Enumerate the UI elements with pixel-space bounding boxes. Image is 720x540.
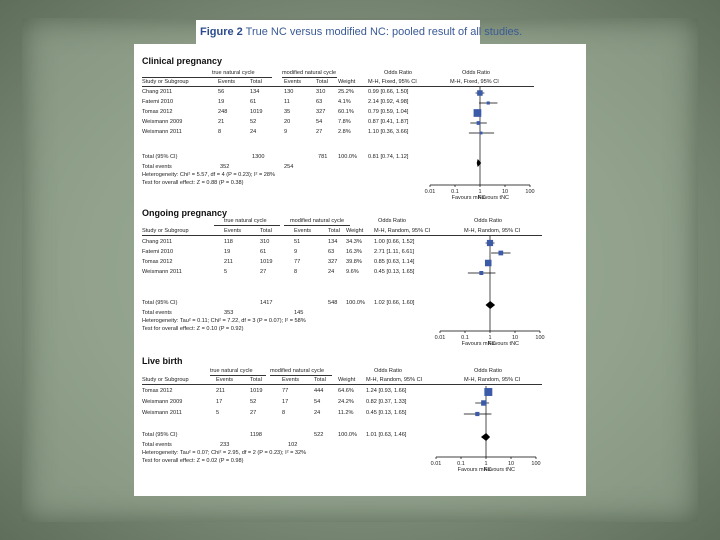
overall-effect: Test for overall effect: Z = 0.88 (P = 0.38) [142, 180, 244, 186]
table-cell-e2: 9 [294, 249, 298, 255]
x-tick-label: 0.1 [451, 189, 459, 195]
table-cell-t2: 63 [328, 249, 335, 255]
total-label: Total (95% CI) [142, 154, 178, 160]
events-label: Total events [142, 442, 172, 448]
table-cell-weight: 4.1% [338, 99, 351, 105]
table-cell-ci: 1.24 [0.93, 1.66] [366, 388, 407, 394]
table-cell-ci: 0.99 [0.66, 1.50] [368, 89, 409, 95]
table-cell-study: Weismann 2011 [142, 269, 182, 275]
table-cell-weight: 34.3% [346, 239, 362, 245]
study-marker [487, 240, 493, 246]
table-cell-t1: 27 [260, 269, 267, 275]
favours-right-label: Favours tNC [478, 195, 510, 201]
overall-effect: Test for overall effect: Z = 0.10 (P = 0.92) [142, 326, 244, 332]
or-plot-header: Odds Ratio [462, 70, 490, 76]
table-cell-study: Weismann 2009 [142, 119, 183, 125]
study-marker [477, 90, 483, 96]
table-cell-t2: 327 [328, 259, 338, 265]
x-tick-label: 1 [484, 461, 488, 467]
table-cell-e1: 56 [218, 89, 225, 95]
table-cell-t1: 61 [250, 99, 257, 105]
table-cell-t2: 327 [316, 109, 326, 115]
table-cell-t2: 54 [314, 399, 321, 405]
or-header: Odds Ratio [384, 70, 412, 76]
table-cell-e2: 8 [282, 410, 286, 416]
x-tick-label: 10 [501, 189, 509, 195]
col-method-plot: M-H, Fixed, 95% CI [450, 79, 499, 85]
total-weight: 100.0% [338, 154, 357, 160]
forest-plot-figure [134, 44, 586, 496]
col-events-2: Events [294, 228, 312, 234]
x-tick-label: 100 [531, 461, 541, 467]
total-t1: 1417 [260, 300, 273, 306]
col-method: M-H, Random, 95% CI [374, 228, 431, 234]
x-tick-label: 0.1 [461, 335, 469, 341]
events-e1: 353 [224, 310, 234, 316]
pooled-diamond [477, 159, 481, 167]
favours-left-label: Favours mNC [451, 195, 486, 201]
table-cell-study: Weismann 2011 [142, 129, 182, 135]
table-cell-weight: 39.8% [346, 259, 362, 265]
events-e1: 352 [220, 164, 230, 170]
study-marker [477, 121, 481, 125]
col-method-plot: M-H, Random, 95% CI [464, 228, 521, 234]
table-cell-ci: 1.10 [0.36, 3.66] [368, 129, 409, 135]
x-tick-label: 10 [507, 461, 515, 467]
heterogeneity: Heterogeneity: Tau² = 0.11; Chi² = 7.22, df = 3 (P = 0.07); I² = 58% [142, 318, 306, 324]
study-marker [480, 132, 483, 135]
table-cell-e1: 5 [224, 269, 228, 275]
total-t1: 1198 [250, 432, 263, 438]
table-cell-t1: 1019 [250, 388, 263, 394]
col-study: Study or Subgroup [142, 79, 189, 85]
col-method-plot: M-H, Random, 95% CI [464, 377, 521, 383]
table-cell-e2: 17 [282, 399, 289, 405]
heterogeneity: Heterogeneity: Chi² = 5.57, df = 4 (P = 0.23); I² = 28% [142, 172, 275, 178]
table-cell-t2: 310 [316, 89, 326, 95]
table-cell-e1: 211 [224, 259, 233, 265]
table-cell-study: Chang 2011 [142, 239, 173, 245]
col-events-2: Events [282, 377, 300, 383]
total-ci: 1.01 [0.63, 1.46] [366, 432, 407, 438]
table-cell-ci: 0.45 [0.13, 1.65] [366, 410, 407, 416]
col-total-1: Total [250, 377, 262, 383]
table-cell-ci: 2.14 [0.92, 4.98] [368, 99, 409, 105]
table-cell-e1: 248 [218, 109, 228, 115]
table-cell-study: Tomas 2012 [142, 109, 173, 115]
or-plot-header: Odds Ratio [474, 218, 502, 224]
col-study: Study or Subgroup [142, 228, 189, 234]
col-total-1: Total [250, 79, 262, 85]
figure-label: Figure 2 [200, 26, 243, 38]
table-cell-e2: 35 [284, 109, 291, 115]
study-marker [479, 271, 483, 275]
table-cell-t1: 1019 [250, 109, 263, 115]
study-marker [485, 260, 492, 267]
table-cell-e2: 51 [294, 239, 301, 245]
table-cell-e2: 130 [284, 89, 294, 95]
table-cell-study: Fatemi 2010 [142, 249, 174, 255]
col-method: M-H, Fixed, 95% CI [368, 79, 417, 85]
heterogeneity: Heterogeneity: Tau² = 0.07; Chi² = 2.95, df = 2 (P = 0.23); I² = 32% [142, 450, 307, 456]
table-cell-ci: 0.79 [0.59, 1.04] [368, 109, 409, 115]
favours-right-label: Favours tNC [484, 467, 516, 473]
group-left-header: true natural cycle [224, 218, 267, 224]
table-cell-weight: 7.8% [338, 119, 351, 125]
table-cell-ci: 0.85 [0.63, 1.14] [374, 259, 415, 265]
total-t1: 1300 [252, 154, 265, 160]
or-header: Odds Ratio [378, 218, 406, 224]
x-tick-label: 0.1 [457, 461, 465, 467]
or-plot-header: Odds Ratio [474, 368, 502, 374]
table-cell-study: Tomas 2012 [142, 388, 173, 394]
forest-plot-clinical [424, 87, 536, 201]
table-cell-e1: 19 [218, 99, 225, 105]
forest-plot-ongoing [434, 236, 546, 346]
total-label: Total (95% CI) [142, 300, 178, 306]
table-cell-e1: 21 [218, 119, 225, 125]
total-ci: 1.02 [0.66, 1.60] [374, 300, 415, 306]
table-cell-e1: 118 [224, 239, 233, 245]
table-cell-weight: 25.2% [338, 89, 354, 95]
x-tick-label: 10 [511, 335, 519, 341]
table-cell-e2: 20 [284, 119, 291, 125]
events-label: Total events [142, 310, 172, 316]
table-cell-e2: 77 [282, 388, 289, 394]
x-tick-label: 0.01 [434, 335, 446, 341]
col-events-1: Events [218, 79, 236, 85]
col-weight: Weight [338, 79, 356, 85]
section-clinical-pregnancy [134, 44, 586, 202]
col-method: M-H, Random, 95% CI [366, 377, 423, 383]
table-cell-t2: 134 [328, 239, 338, 245]
study-marker [487, 101, 490, 104]
table-cell-weight: 9.6% [346, 269, 359, 275]
section-ongoing-pregnancy [134, 202, 586, 350]
x-tick-label: 100 [525, 189, 535, 195]
table-cell-e1: 17 [216, 399, 223, 405]
total-t2: 781 [318, 154, 328, 160]
group-right-header: modified natural cycle [282, 70, 337, 76]
events-e2: 102 [288, 442, 298, 448]
col-total-1: Total [260, 228, 272, 234]
study-marker [474, 109, 482, 117]
col-events-2: Events [284, 79, 302, 85]
x-tick-label: 1 [488, 335, 492, 341]
table-cell-t1: 52 [250, 399, 257, 405]
table-cell-study: Weismann 2011 [142, 410, 182, 416]
table-cell-weight: 24.2% [338, 399, 354, 405]
events-label: Total events [142, 164, 172, 170]
x-tick-label: 1 [478, 189, 482, 195]
total-ci: 0.81 [0.74, 1.12] [368, 154, 409, 160]
figure-caption-text: True NC versus modified NC: pooled result of all studies. [245, 26, 523, 38]
pooled-diamond [481, 433, 490, 441]
section-title: Clinical pregnancy [142, 56, 223, 66]
table-cell-weight: 64.6% [338, 388, 354, 394]
table-cell-study: Chang 2011 [142, 89, 173, 95]
table-cell-ci: 0.82 [0.37, 1.33] [366, 399, 407, 405]
table-cell-study: Weismann 2009 [142, 399, 183, 405]
events-e2: 254 [284, 164, 294, 170]
study-marker [481, 400, 486, 405]
table-cell-t1: 52 [250, 119, 257, 125]
favours-right-label: Favours tNC [488, 341, 520, 347]
col-study: Study or Subgroup [142, 377, 189, 383]
table-cell-e2: 77 [294, 259, 301, 265]
table-cell-e2: 11 [284, 99, 290, 105]
table-cell-t1: 24 [250, 129, 257, 135]
col-weight: Weight [346, 228, 364, 234]
favours-left-label: Favours mNC [457, 467, 492, 473]
pooled-diamond [485, 301, 495, 309]
table-cell-t1: 134 [250, 89, 260, 95]
group-right-header: modified natural cycle [290, 218, 345, 224]
x-tick-label: 0.01 [424, 189, 436, 195]
table-cell-ci: 2.71 [1.11, 6.61] [374, 249, 415, 255]
group-left-header: true natural cycle [210, 368, 253, 374]
events-e2: 145 [294, 310, 304, 316]
section-live-birth [134, 350, 586, 496]
total-weight: 100.0% [338, 432, 357, 438]
table-cell-ci: 1.00 [0.66, 1.52] [374, 239, 415, 245]
col-total-2: Total [328, 228, 340, 234]
overall-effect: Test for overall effect: Z = 0.02 (P = 0.98) [142, 458, 244, 464]
section-title: Ongoing pregnancy [142, 208, 228, 218]
table-cell-e1: 5 [216, 410, 220, 416]
table-cell-t1: 61 [260, 249, 267, 255]
study-marker [475, 412, 479, 416]
table-cell-t1: 310 [260, 239, 270, 245]
study-marker [498, 251, 503, 256]
table-cell-t2: 54 [316, 119, 323, 125]
study-marker [484, 388, 492, 396]
table-cell-t1: 27 [250, 410, 257, 416]
table-cell-weight: 60.1% [338, 109, 354, 115]
x-tick-label: 0.01 [430, 461, 442, 467]
favours-left-label: Favours mNC [461, 341, 496, 347]
table-cell-e2: 8 [294, 269, 298, 275]
table-cell-study: Tomas 2012 [142, 259, 173, 265]
events-e1: 233 [220, 442, 230, 448]
table-cell-ci: 0.45 [0.13, 1.65] [374, 269, 415, 275]
table-cell-t2: 444 [314, 388, 324, 394]
col-events-1: Events [224, 228, 242, 234]
col-events-1: Events [216, 377, 234, 383]
group-left-header: true natural cycle [212, 70, 255, 76]
table-cell-t2: 27 [316, 129, 323, 135]
table-cell-e1: 8 [218, 129, 222, 135]
table-cell-e1: 211 [216, 388, 225, 394]
group-right-header: modified natural cycle [270, 368, 325, 374]
table-cell-weight: 16.3% [346, 249, 362, 255]
col-total-2: Total [314, 377, 326, 383]
total-t2: 522 [314, 432, 324, 438]
total-t2: 548 [328, 300, 338, 306]
table-cell-study: Fatemi 2010 [142, 99, 174, 105]
table-cell-e1: 19 [224, 249, 231, 255]
total-weight: 100.0% [346, 300, 365, 306]
col-weight: Weight [338, 377, 356, 383]
table-cell-e2: 9 [284, 129, 288, 135]
col-total-2: Total [316, 79, 328, 85]
table-cell-t2: 63 [316, 99, 323, 105]
table-cell-t2: 24 [314, 410, 321, 416]
table-cell-t1: 1019 [260, 259, 273, 265]
table-cell-t2: 24 [328, 269, 335, 275]
table-cell-weight: 11.2% [338, 410, 354, 416]
table-cell-weight: 2.8% [338, 129, 351, 135]
x-tick-label: 100 [535, 335, 545, 341]
section-title: Live birth [142, 356, 183, 366]
table-cell-ci: 0.87 [0.41, 1.87] [368, 119, 409, 125]
total-label: Total (95% CI) [142, 432, 178, 438]
forest-plot-live-birth [430, 386, 542, 496]
figure-caption [196, 20, 523, 44]
or-header: Odds Ratio [374, 368, 402, 374]
